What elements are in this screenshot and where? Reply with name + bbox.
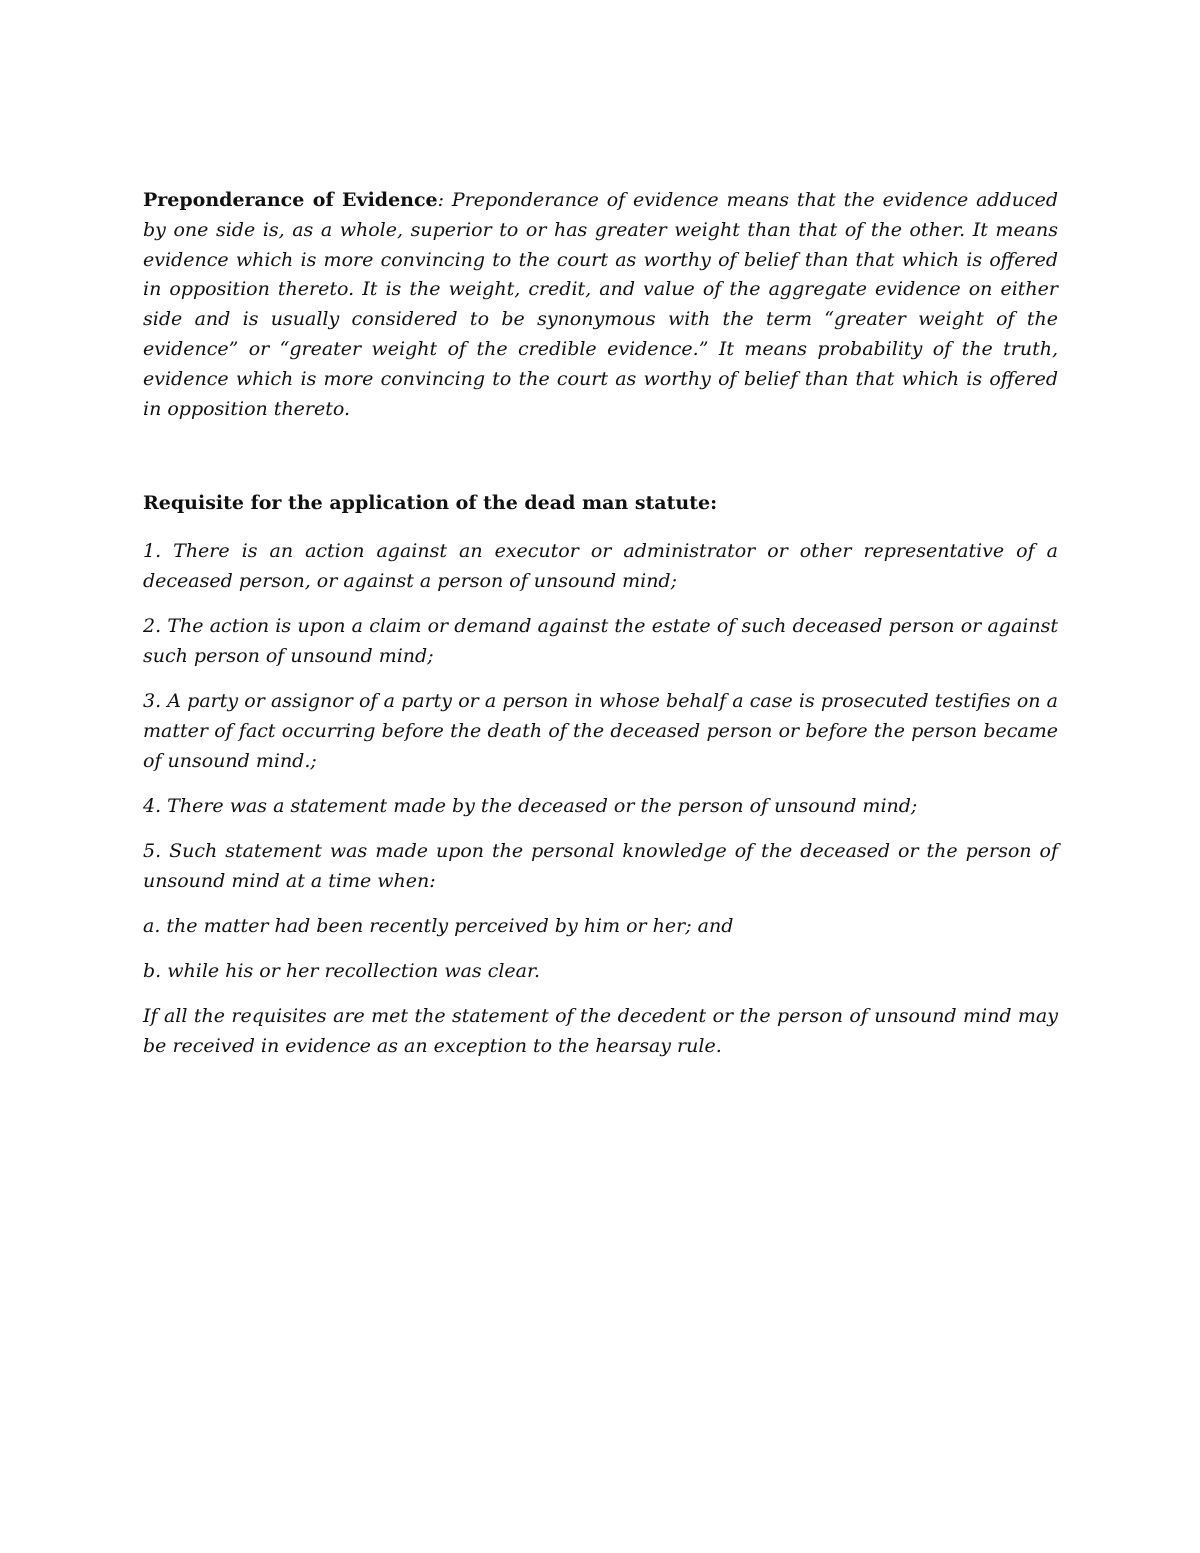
preponderance-paragraph [143, 186, 1058, 424]
requisites-heading: Requisite for the application of the dead man statute: [143, 492, 718, 515]
conclusion-paragraph: If all the requisites are met the statement of the decedent or the person of unsound mind may be received in evidence as an exception to the hearsay rule. [143, 1005, 1058, 1058]
requisite-item-4: 4. There was a statement made by the deceased or the person of unsound mind; [143, 795, 918, 818]
requisite-item-5: 5. Such statement was made upon the personal knowledge of the deceased or the person of unsound mind at a time when: [143, 840, 1058, 893]
preponderance-definition: Preponderance of evidence means that the evidence adduced by one side is, as a whole, superior to or has greater weight than that of the other. It means evidence which is more convincing to the court as worthy of belief than that which is offered in opposition thereto. It is the weight, credit, and value of the aggregate evidence on either side and is usually considered to be synonymous with the term “greater weight of the evidence” or “greater weight of the credible evidence.” It means probability of the truth, evidence which is more convincing to the court as worthy of belief than that which is offered in opposition thereto. [143, 189, 1059, 420]
requisites-list [143, 536, 1058, 986]
preponderance-label: Preponderance of Evidence [143, 189, 438, 211]
requisite-item-3: 3. A party or assignor of a party or a person in whose behalf a case is prosecuted testifies on a matter of fact occurring before the death of the deceased person or before the person became of unsound mind.; [143, 690, 1058, 773]
requisite-item-2: 2. The action is upon a claim or demand against the estate of such deceased person or against such person of unsound mind; [143, 615, 1058, 668]
requisite-subitem-b: b. while his or her recollection was clear. [143, 960, 541, 983]
requisite-subitem-a: a. the matter had been recently perceived by him or her; and [143, 915, 734, 938]
requisite-item-1: 1. There is an action against an executor or administrator or other representative of a deceased person, or against a person of unsound mind; [143, 540, 1058, 593]
document-body [143, 186, 1058, 1080]
label-separator: : [437, 189, 445, 211]
